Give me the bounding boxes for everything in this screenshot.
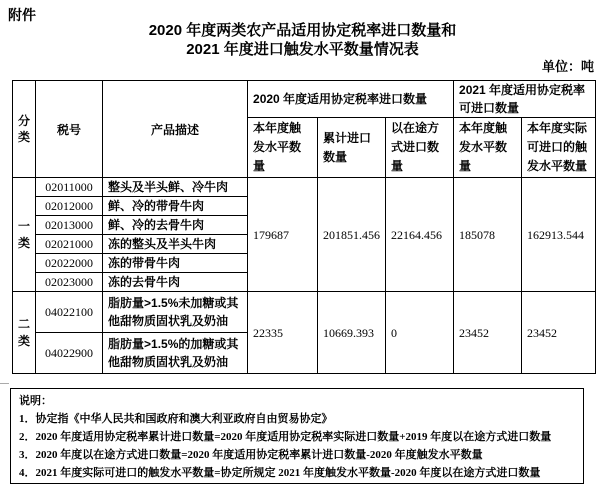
value-2021-trigger-class1: 185078 — [454, 178, 522, 292]
category-cell-class1: 一类 — [13, 178, 36, 292]
note-item: 2．2020 年度适用协定税率累计进口数量=2020 年度适用协定税率实际进口数量+2019 年度以在途方式进口数量 — [19, 431, 552, 443]
doc-title — [0, 21, 605, 59]
value-2020-cumulative-class2: 10669.393 — [318, 292, 386, 374]
notes-title: 说明： — [19, 395, 52, 407]
header-group-2020: 2020 年度适用协定税率进口数量 — [248, 81, 454, 118]
header-2021-actual: 本年度实际可进口的触发水平数量 — [522, 118, 596, 178]
main-table — [12, 80, 596, 374]
product-desc-cell: 鲜、冷的带骨牛肉 — [103, 197, 248, 216]
value-2020-cumulative-class1: 201851.456 — [318, 178, 386, 292]
header-row-groups — [13, 81, 596, 118]
category-cell-class2: 二类 — [13, 292, 36, 374]
value-2020-trigger-class1: 179687 — [248, 178, 318, 292]
header-category: 分类 — [13, 81, 36, 178]
tax-code-cell: 02022000 — [36, 254, 103, 273]
product-desc-cell: 冻的整头及半头牛肉 — [103, 235, 248, 254]
tax-code-cell: 04022900 — [36, 333, 103, 374]
value-2020-transit-class1: 22164.456 — [386, 178, 454, 292]
product-desc-cell: 脂肪量>1.5%的加糖或其他甜物质固状乳及奶油 — [103, 333, 248, 374]
value-2020-transit-class2: 0 — [386, 292, 454, 374]
header-2020-transit: 以在途方式进口数量 — [386, 118, 454, 178]
margin-tick-artifact — [0, 383, 9, 384]
note-item: 3．2020 年度以在途方式进口数量=2020 年度适用协定税率累计进口数量-2020 年度触发水平数量 — [19, 449, 483, 461]
notes-box — [10, 388, 584, 484]
value-2021-trigger-class2: 23452 — [454, 292, 522, 374]
tax-code-cell: 04022100 — [36, 292, 103, 333]
header-2021-trigger: 本年度触发水平数量 — [454, 118, 522, 178]
tax-code-cell: 02012000 — [36, 197, 103, 216]
tax-code-cell: 02013000 — [36, 216, 103, 235]
doc-title-line2: 2021 年度进口触发水平数量情况表 — [186, 41, 419, 58]
note-item: 1．协定指《中华人民共和国政府和澳大利亚政府自由贸易协定》 — [19, 413, 333, 425]
header-2020-cumulative: 累计进口数量 — [318, 118, 386, 178]
product-desc-cell: 冻的带骨牛肉 — [103, 254, 248, 273]
product-desc-cell: 脂肪量>1.5%未加糖或其他甜物质固状乳及奶油 — [103, 292, 248, 333]
header-tax-code: 税号 — [36, 81, 103, 178]
value-2021-actual-class1: 162913.544 — [522, 178, 596, 292]
product-desc-cell: 冻的去骨牛肉 — [103, 273, 248, 292]
tax-code-cell: 02011000 — [36, 178, 103, 197]
attachment-label: 附件 — [8, 7, 36, 23]
header-2020-trigger: 本年度触发水平数量 — [248, 118, 318, 178]
value-2020-trigger-class2: 22335 — [248, 292, 318, 374]
table-row — [13, 292, 596, 333]
header-product-desc: 产品描述 — [103, 81, 248, 178]
product-desc-cell: 整头及半头鲜、冷牛肉 — [103, 178, 248, 197]
header-group-2021: 2021 年度适用协定税率可进口数量 — [454, 81, 596, 118]
unit-label: 单位：吨 — [541, 59, 594, 74]
table-row — [13, 178, 596, 197]
tax-code-cell: 02021000 — [36, 235, 103, 254]
doc-title-line1: 2020 年度两类农产品适用协定税率进口数量和 — [148, 22, 457, 39]
product-desc-cell: 鲜、冷的去骨牛肉 — [103, 216, 248, 235]
value-2021-actual-class2: 23452 — [522, 292, 596, 374]
note-item: 4．2021 年度实际可进口的触发水平数量=协定所规定 2021 年度触发水平数量-2020 年度以在途方式进口数量 — [19, 467, 541, 479]
tax-code-cell: 02023000 — [36, 273, 103, 292]
